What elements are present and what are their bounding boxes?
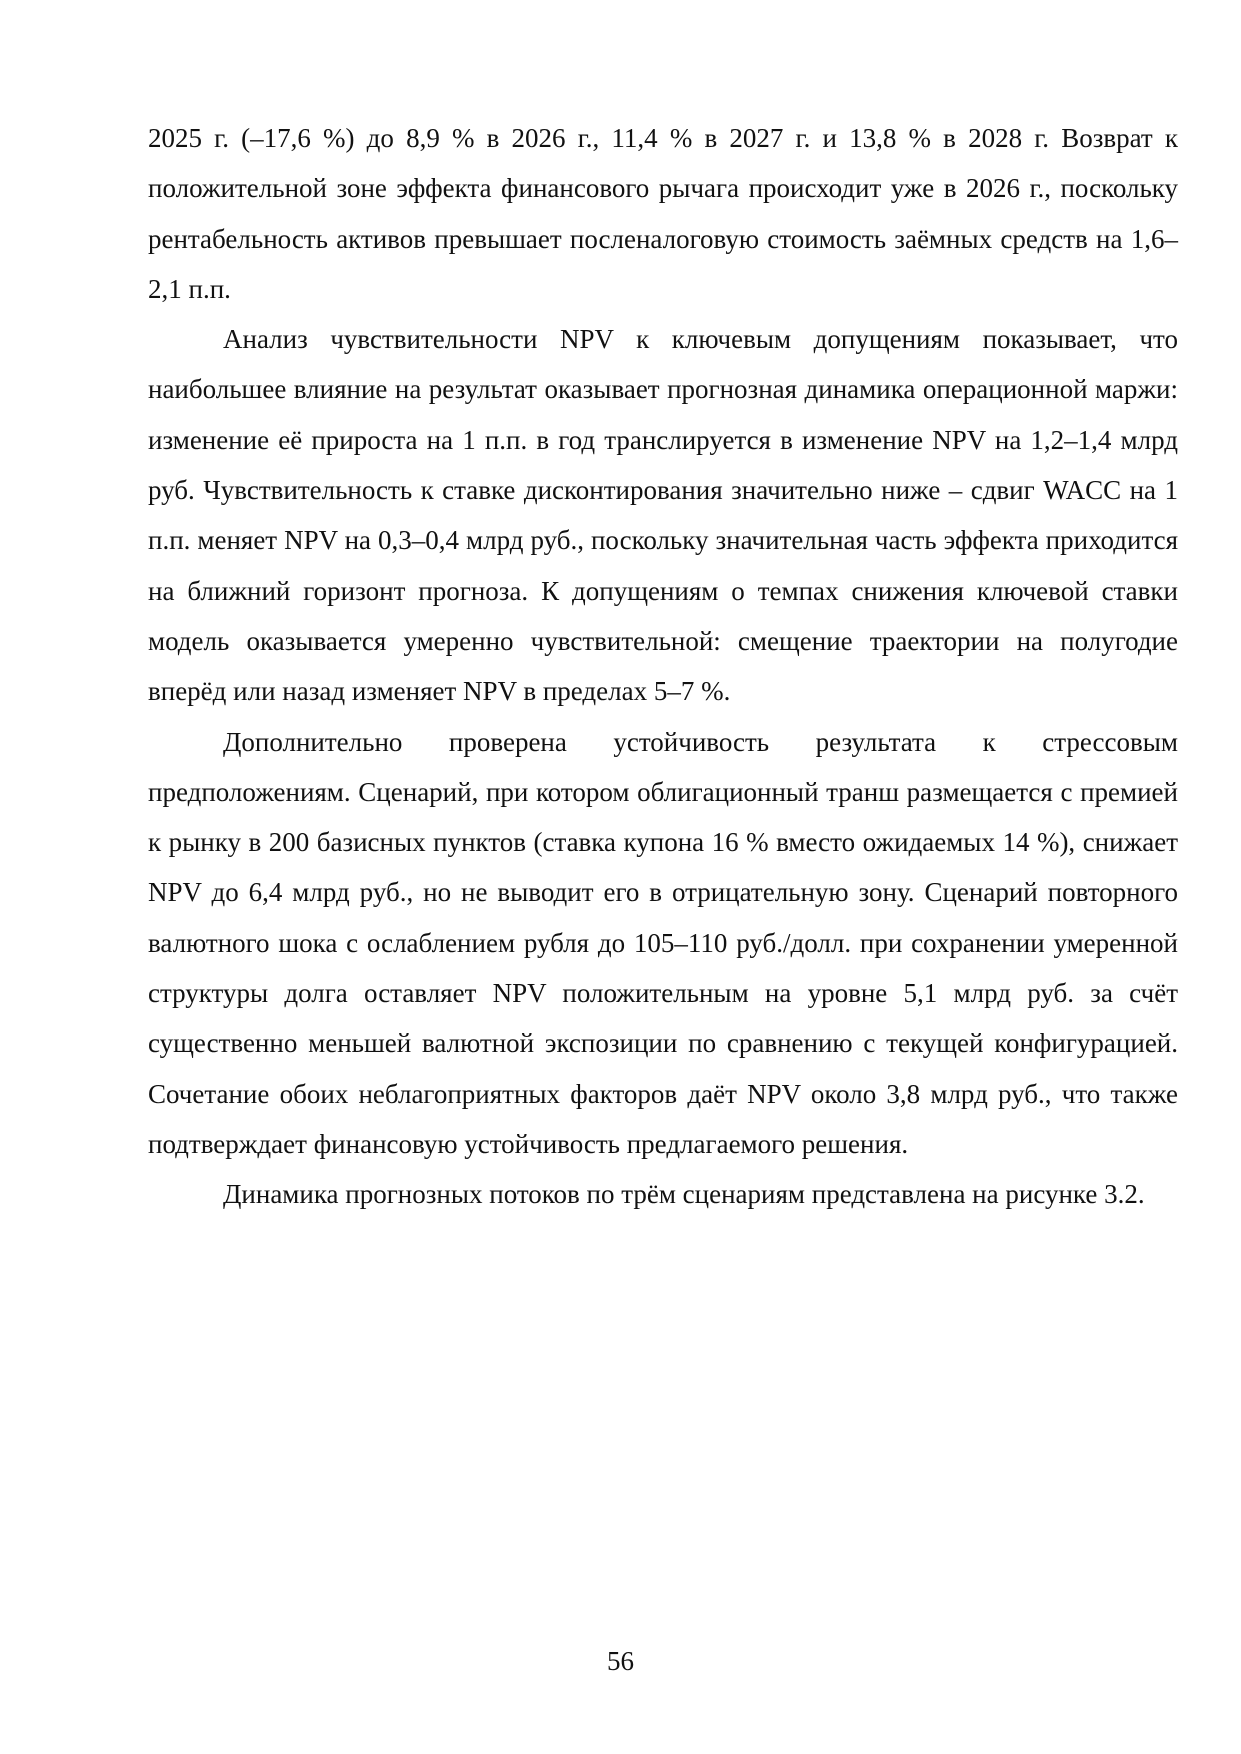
page-number: 56 — [607, 1646, 634, 1676]
paragraph-stress-test: Дополнительно проверена устойчивость результата к стрессовым предположениям. Сценарий, при котором облигационный транш размещается с премией к рынку в 200 базисных пунктов (ставка купона 16 % вместо ожидаемых 14 %), снижает NPV до 6,4 млрд руб., но не выводит его в отрицательную зону. Сценарий повторного валютного шока с ослаблением рубля до 105–110 руб./долл. при сохранении умеренной структуры долга оставляет NPV положительным на уровне 5,1 млрд руб. за счёт существенно меньшей валютной экспозиции по сравнению с текущей конфигурацией. Сочетание обоих неблагоприятных факторов даёт NPV около 3,8 млрд руб., что также подтверждает финансовую устойчивость предлагаемого решения. — [148, 726, 1178, 1159]
paragraph-npv-sensitivity: Анализ чувствительности NPV к ключевым допущениям показывает, что наибольшее влияние на результат оказывает прогнозная динамика операционной маржи: изменение её прироста на 1 п.п. в год транслируется в изменение NPV на 1,2–1,4 млрд руб. Чувствительность к ставке дисконтирования значительно ниже – сдвиг WACC на 1 п.п. меняет NPV на 0,3–0,4 млрд руб., поскольку значительная часть эффекта приходится на ближний горизонт прогноза. К допущениям о темпах снижения ключевой ставки модель оказывается умеренно чувствительной: смещение траектории на полугодие вперёд или назад изменяет NPV в пределах 5–7 %. — [148, 324, 1178, 707]
paragraph-continuation: 2025 г. (–17,6 %) до 8,9 % в 2026 г., 11,4 % в 2027 г. и 13,8 % в 2028 г. Возврат к положительной зоне эффекта финансового рычага происходит уже в 2026 г., поскольку рентабельность активов превышает посленалоговую стоимость заёмных средств на 1,6–2,1 п.п. — [148, 123, 1178, 304]
body-text — [148, 113, 1178, 1220]
paragraph-figure-reference: Динамика прогнозных потоков по трём сценариям представлена на рисунке 3.2. — [223, 1179, 1145, 1210]
